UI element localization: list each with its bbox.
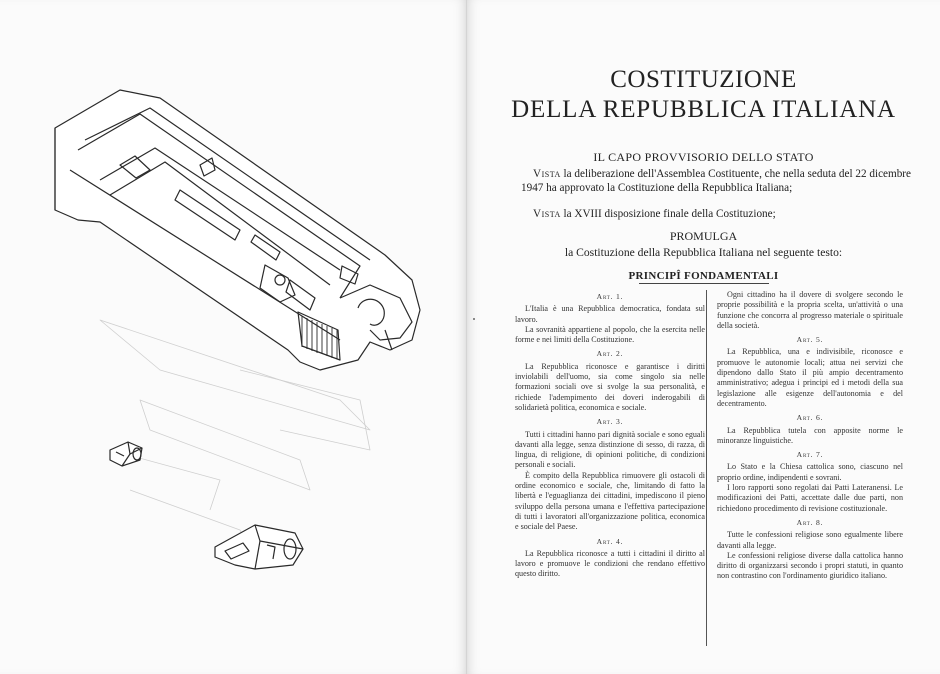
article-paragraph: La sovranità appartiene al popolo, che la esercita nelle forme e nei limiti della Costituzione. [515, 324, 705, 345]
article-paragraph: Tutti i cittadini hanno pari dignità sociale e sono eguali davanti alla legge, senza distinzione di sesso, di razza, di lingua, di religione, di opinioni politiche, di condizioni personali e sociali. [515, 429, 705, 470]
article-column-right [706, 290, 903, 646]
left-page [0, 0, 467, 674]
right-page [467, 0, 940, 674]
article-paragraph: La Repubblica, una e indivisibile, riconosce e promuove le autonomie locali; attua nei servizi che dipendono dallo Stato il più ampio decentramento amministrativo; adegua i principi ed i metodi della sua legislazione alle esigenze dell'autonomia e del decentramento. [717, 347, 903, 408]
article-heading: Art. 2. [596, 349, 624, 359]
article-heading: Art. 3. [596, 417, 624, 427]
article-paragraph: Lo Stato e la Chiesa cattolica sono, ciascuno nel proprio ordine, indipendenti e sovrani. [717, 462, 903, 482]
article-heading: Art. 5. [796, 335, 824, 345]
capo-heading: IL CAPO PROVVISORIO DELLO STATO [593, 150, 814, 164]
article-paragraph: I loro rapporti sono regolati dai Patti Lateranensi. Le modificazioni dei Patti, accettate dalle due parti, non richiedono procedimento di revisione costituzionale. [717, 483, 903, 513]
vista-paragraph-2: Vista la XVIII disposizione finale della Costituzione; [533, 208, 776, 220]
article-paragraph: La Repubblica riconosce e garantisce i diritti inviolabili dell'uomo, sia come singolo sia nelle formazioni sociali ove si svolge la sua personalità, e richiede l'adempimento dei doveri inderogabili di solidarietà politica, economica e sociale. [515, 361, 705, 412]
article-heading: Art. 1. [596, 292, 624, 301]
article-paragraph: È compito della Repubblica rimuovere gli ostacoli di ordine economico e sociale, che, limitando di fatto la libertà e l'eguaglianza dei cittadini, impediscono il pieno sviluppo della persona umana e l'effettiva partecipazione di tutti i lavoratori all'organizzazione politica, economica e sociale del Paese. [515, 470, 705, 532]
article-paragraph: L'Italia è una Repubblica democratica, fondata sul lavoro. [515, 304, 705, 324]
article-heading: Art. 8. [796, 517, 824, 527]
promulga-heading: PROMULGA [669, 229, 738, 243]
document-title-line2: DELLA REPUBBLICA ITALIANA [511, 96, 896, 123]
article-paragraph: Ogni cittadino ha il dovere di svolgere secondo le proprie possibilità e la propria scelta, un'attività o una funzione che concorra al progresso materiale o spirituale della società. [717, 290, 903, 330]
article-paragraph: Tutte le confessioni religiose sono egualmente libere davanti alla legge. [717, 530, 903, 550]
promulga-text: la Costituzione della Repubblica Italiana nel seguente testo: [564, 246, 843, 259]
principi-heading: PRINCIPÎ FONDAMENTALI [467, 270, 940, 284]
article-heading: Art. 7. [796, 450, 824, 460]
slide-illustration [40, 70, 440, 590]
document-title-line1: COSTITUZIONE [610, 66, 797, 93]
article-paragraph: La Repubblica riconosce a tutti i cittadini il diritto al lavoro e promuove le condizioni che rendano effettivo questo diritto. [515, 548, 705, 579]
article-paragraph: Le confessioni religiose diverse dalla cattolica hanno diritto di organizzarsi secondo i propri statuti, in quanto non contrastino con l'ordinamento giuridico italiano. [717, 550, 903, 581]
article-column-left [515, 290, 705, 580]
vista-paragraph-1: Vista la deliberazione dell'Assemblea Costituente, che nella seduta del 22 dicembre 1947 ha approvato la Costituzione della Repubblica Italiana; [521, 168, 911, 194]
article-heading: Art. 6. [796, 413, 824, 423]
article-paragraph: La Repubblica tutela con apposite norme le minoranze linguistiche. [717, 425, 903, 445]
article-heading: Art. 4. [596, 536, 624, 546]
